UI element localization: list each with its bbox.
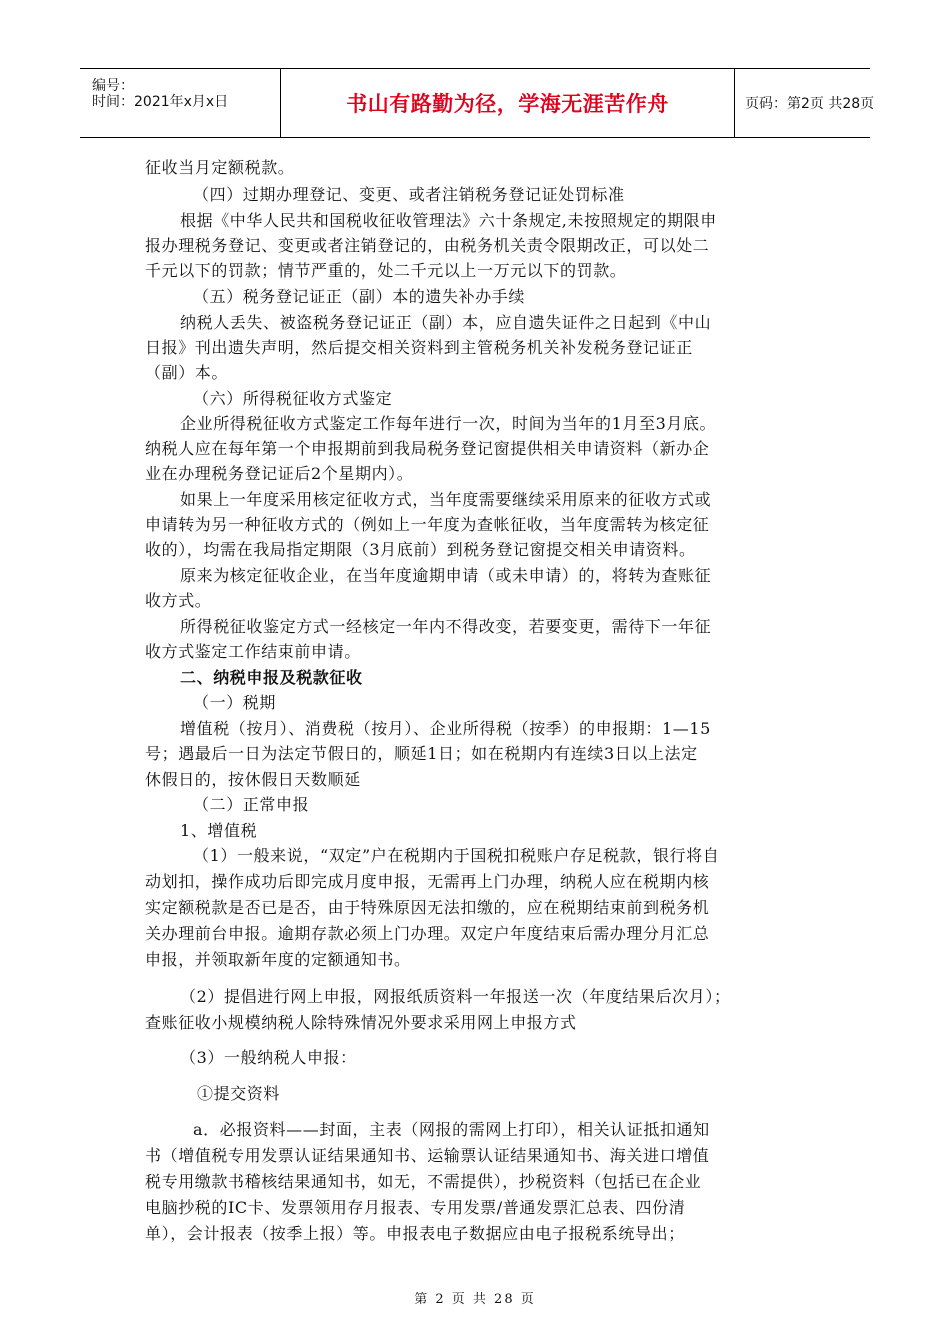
document-header (80, 68, 875, 138)
paragraph-line: 动划扣，操作成功后即完成月度申报，无需再上门办理，纳税人应在税期内核 (145, 872, 710, 891)
chapter-heading: 二、纳税申报及税款征收 (180, 668, 363, 687)
paragraph-line: 收方式鉴定工作结束前申请。 (145, 642, 361, 661)
paragraph-line: 收的），均需在我局指定期限（3月底前）到税务登记窗提交相关申请资料。 (145, 540, 696, 559)
paragraph-line: 申请转为另一种征收方式的（例如上一年度为查帐征收，当年度需转为核定征 (145, 515, 710, 534)
paragraph-line: 申报，并领取新年度的定额通知书。 (145, 950, 411, 969)
paragraph-line: 征收当月定额税款。 (145, 158, 295, 177)
number-label: 编号： (92, 78, 134, 94)
section-heading: （六）所得税征收方式鉴定 (193, 389, 393, 408)
paragraph-line: 休假日的，按休假日天数顺延 (145, 770, 361, 789)
paragraph-line: 增值税（按月）、消费税（按月）、企业所得税（按季）的申报期：1—15 (180, 719, 711, 738)
section-heading: ①提交资料 (197, 1084, 281, 1103)
paragraph-line: 税专用缴款书稽核结果通知书，如无，不需提供），抄税资料（包括已在企业 (145, 1172, 702, 1191)
paragraph-line: 查账征收小规模纳税人除特殊情况外要求采用网上申报方式 (145, 1013, 577, 1032)
section-heading: （五）税务登记证正（副）本的遗失补办手续 (193, 287, 526, 306)
paragraph-line: 业在办理税务登记证后2个星期内）。 (145, 464, 414, 483)
section-heading: （四）过期办理登记、变更、或者注销税务登记证处罚标准 (193, 185, 625, 204)
page-footer: 第 2 页 共 28 页 (414, 1292, 536, 1307)
header-meta-cell (80, 69, 281, 137)
paragraph-line: 单），会计报表（按季上报）等。申报表电子数据应由电子报税系统导出； (145, 1224, 685, 1243)
section-heading: 1、增值税 (180, 821, 258, 840)
paragraph-line: 关办理前台申报。逾期存款必须上门办理。双定户年度结束后需办理分月汇总 (145, 924, 710, 943)
paragraph-line: 千元以下的罚款；情节严重的，处二千元以上一万元以下的罚款。 (145, 261, 627, 280)
paragraph-line: 企业所得税征收方式鉴定工作每年进行一次，时间为当年的1月至3月底。 (180, 414, 717, 433)
paragraph-line: 报办理税务登记、变更或者注销登记的，由税务机关责令限期改正，可以处二 (145, 236, 710, 255)
section-heading: （二）正常申报 (193, 795, 310, 814)
paragraph-line: 所得税征收鉴定方式一经核定一年内不得改变，若要变更，需待下一年征 (180, 617, 712, 636)
paragraph-line: 电脑抄税的IC卡、发票领用存月报表、专用发票/普通发票汇总表、四份清 (145, 1198, 686, 1217)
paragraph-line: 收方式。 (145, 591, 212, 610)
header-page-info: 页码：第2页 共28页 (745, 96, 875, 112)
paragraph-line: （1）一般来说，“双定”户在税期内于国税扣税账户存足税款，银行将自 (193, 846, 720, 865)
paragraph-line: a．必报资料——封面，主表（网报的需网上打印），相关认证抵扣通知 (193, 1120, 710, 1139)
section-heading: （一）税期 (193, 693, 277, 712)
paragraph-line: 实定额税款是否已是否，由于特殊原因无法扣缴的，应在税期结束前到税务机 (145, 898, 710, 917)
paragraph-line: 号；遇最后一日为法定节假日的，顺延1日；如在税期内有连续3日以上法定 (145, 744, 698, 763)
section-heading: （3）一般纳税人申报： (180, 1048, 357, 1067)
paragraph-line: 纳税人丢失、被盗税务登记证正（副）本，应自遗失证件之日起到《中山 (180, 313, 712, 332)
paragraph-line: 根据《中华人民共和国税收征收管理法》六十条规定,未按照规定的期限申 (180, 211, 717, 230)
paragraph-line: （副）本。 (145, 363, 229, 382)
time-label: 时间：2021年x月x日 (92, 94, 229, 110)
paragraph-line: 日报》刊出遗失声明，然后提交相关资料到主管税务机关补发税务登记证正 (145, 338, 693, 357)
paragraph-line: 书（增值税专用发票认证结果通知书、运输票认证结果通知书、海关进口增值 (145, 1146, 710, 1165)
paragraph-line: 原来为核定征收企业，在当年度逾期申请（或未申请）的，将转为查账征 (180, 566, 712, 585)
paragraph-line: （2）提倡进行网上申报，网报纸质资料一年报送一次（年度结果后次月）； (180, 987, 731, 1006)
paragraph-line: 纳税人应在每年第一个申报期前到我局税务登记窗提供相关申请资料（新办企 (145, 439, 710, 458)
header-motto: 书山有路勤为径，学海无涯苦作舟 (281, 69, 735, 137)
paragraph-line: 如果上一年度采用核定征收方式，当年度需要继续采用原来的征收方式或 (180, 490, 712, 509)
